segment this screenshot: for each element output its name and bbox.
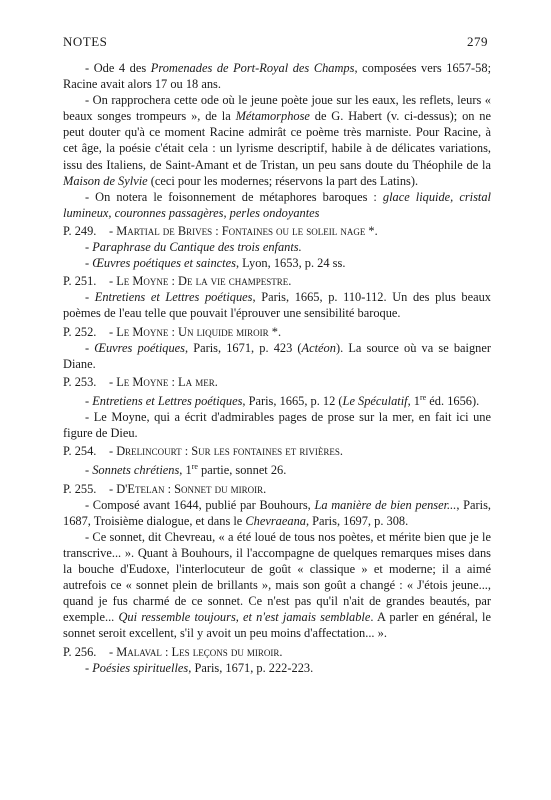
text-run: - On notera le foisonnement de métaphores baroques : [85,189,383,204]
text-run: - Malaval : Les leçons du miroir. [109,644,283,659]
text-run: - Le Moyne : Un liquide miroir *. [109,324,282,339]
text-run: - [85,463,93,478]
text-run: , composées vers 1657-58; Racine avait alors 17 ou 18 ans. [63,61,492,92]
text-run: - On rapprochera cette ode où le jeune poète joue sur les eaux, les reflets, leurs « beaux songes trompeurs », de la [63,93,491,124]
italic-title: Le Spéculatif [342,394,408,408]
italic-title: glace liquide, cristal lumineux, couronnes passagères, perles ondoyantes [63,189,491,220]
running-header [63,34,488,50]
note-paragraph [63,497,491,529]
entry-title [109,644,491,660]
text-run: - Le Moyne : La mer. [109,374,218,389]
note-entry-heading [63,644,491,660]
italic-title: Sonnets chrétiens [92,463,180,478]
text-run: - D'Etelan : Sonnet du miroir. [109,481,267,496]
text-run: ). La source où va se baigner Diane. [63,340,491,371]
italic-title: Entretiens et Lettres poétiques [94,290,253,305]
italic-title: Actéon [301,340,336,355]
entry-page-ref: P. 256. [63,644,97,659]
note-paragraph [63,340,491,372]
entry-title [109,443,491,459]
note-entry-heading [63,443,491,459]
entry-page-ref: P. 251. [63,274,97,289]
italic-title: Entretiens et Lettres poétiques [92,394,243,408]
text-run: , Paris, 1687, Troisième dialogue, et dans le [63,497,491,528]
note-paragraph [63,92,491,189]
text-run: - [85,290,95,305]
note-paragraph [63,459,491,478]
text-run: , Paris, 1665, p. 12 ( [242,394,343,408]
text-run: re [191,462,198,472]
text-run: , Paris, 1665, p. 110-112. Un des plus beaux poèmes de l'eau telle que pouvait l'éprouver une sensibilité baroque. [63,290,491,321]
italic-title: Qui ressemble toujours, et n'est jamais semblable [118,610,371,625]
italic-title: Œuvres poétiques [94,340,185,355]
note-entry-heading [63,324,491,340]
text-run: - [85,256,93,271]
text-run: - Composé avant 1644, publié par Bouhours, [85,497,315,512]
entry-page-ref: P. 249. [63,223,97,238]
text-run: , Paris, 1671, p. 423 ( [184,340,302,355]
note-paragraph [63,409,491,441]
notes-body [63,60,491,676]
note-paragraph [63,289,491,321]
note-entry-heading [63,374,491,390]
text-run: - [85,660,93,675]
text-run: , 1 [407,394,420,408]
italic-title: Poésies spirituelles [92,660,189,675]
text-run: - Drelincourt : Sur les fontaines et rivières. [109,444,343,459]
text-run: - Ode 4 des [85,61,151,75]
italic-title: Métamorphose [235,109,310,124]
text-run: - [85,394,93,408]
text-run: - Le Moyne, qui a écrit d'admirables pages de prose sur la mer, en fait ici une figure de Dieu. [63,410,491,441]
text-run: , Paris, 1671, p. 222-223. [188,660,314,675]
italic-title: Paraphrase du Cantique des trois enfants. [92,240,302,255]
text-run: - Ce sonnet, dit Chevreau, « a été loué de tous nos poètes, et mérite bien que je le transcrive... ». Quant à Bouhours, il l'accompagne de quelques remarques mises dans la bouche d'Eudoxe, l'interlocuteur de goût « classique » et moderne; il a aimé autrefois ce « sonnet plein de brillants », mais son goût a changé : « J'étois jeune..., quand je fus charmé de ce sonnet. Ce n'est pas qu'il n'ait de grandes beautés, par exemple... [63,529,491,625]
text-run: - Martial de Brives : Fontaines ou le soleil nage *. [109,223,378,238]
page-number: 279 [467,34,488,49]
entry-page-ref: P. 255. [63,481,97,496]
text-run: , Lyon, 1653, p. 24 ss. [235,256,346,271]
text-run: , 1 [179,463,192,478]
header-title: NOTES [63,34,108,49]
note-entry-heading [63,273,491,289]
italic-title: Chevraeana [245,513,306,528]
note-entry-heading [63,223,491,239]
entry-title [109,273,491,289]
note-paragraph [63,239,491,255]
entry-title [109,481,491,497]
note-paragraph [63,255,491,271]
italic-title: Œuvres poétiques et sainctes [92,256,236,271]
text-run: - [85,340,95,355]
entry-page-ref: P. 252. [63,324,97,339]
text-run: partie, sonnet 26. [197,463,287,478]
entry-title [109,374,491,390]
entry-page-ref: P. 254. [63,444,97,459]
text-run: . A parler en général, le sonnet seroit excellent, s'il y avoit un peu moins d'affectation... ». [63,610,491,641]
text-run: re [419,392,427,402]
entry-title [109,324,491,340]
note-entry-heading [63,481,491,497]
note-paragraph [63,390,491,409]
note-paragraph [63,529,491,642]
italic-title: La manière de bien penser... [314,497,457,512]
text-run: , Paris, 1697, p. 308. [305,513,409,528]
note-paragraph [63,60,491,92]
entry-page-ref: P. 253. [63,374,97,389]
italic-title: Promenades de Port-Royal des Champs [150,61,355,75]
note-paragraph [63,189,491,221]
text-run: - [85,240,93,255]
note-paragraph [63,660,491,676]
entry-title [109,223,491,239]
text-run: - Le Moyne : De la vie champestre. [109,274,292,289]
text-run: (ceci pour les modernes; réservons la part des Latins). [147,173,419,188]
text-run: éd. 1656). [426,394,480,408]
italic-title: Maison de Sylvie [63,173,148,188]
text-run: de G. Habert (v. ci-dessus); on ne peut douter qu'à ce moment Racine admirât ce poème très marniste. Pour Racine, à cet âge, la poésie c'était cela : un lyrisme descriptif, habile à de délicates variations, issu des Italiens, de Saint-Amant et de Tristan, un peu sans doute du Théophile de la [63,109,491,172]
